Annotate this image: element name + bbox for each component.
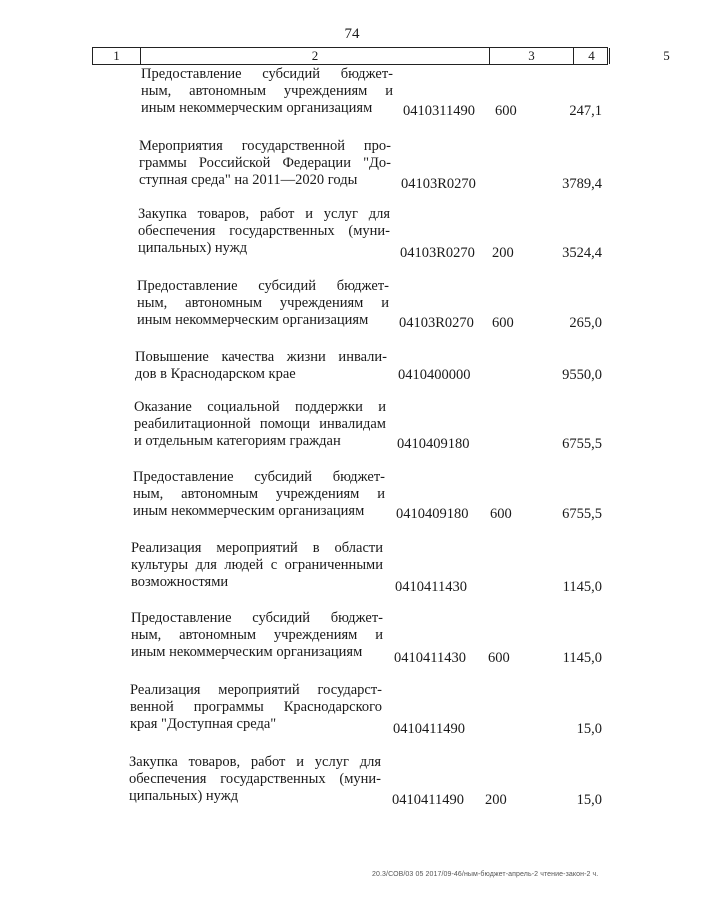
description-line: и отдельным категориям граждан [134,433,341,449]
target-code: 0410411430 [394,650,466,666]
description-line: культуры для людей с ограниченными [131,557,383,573]
target-code: 0410411490 [392,792,464,808]
amount: 6755,5 [562,506,602,522]
row-description [129,754,381,805]
description-line: ципальных) нужд [129,788,239,804]
description-line: Закупка товаров, работ и услуг для [129,754,381,770]
description-line: ным, автономным учреждениям и [131,627,383,643]
description-line: ным, автономным учреждениям и [137,295,389,311]
description-line: ным, автономным учреждениям и [141,83,393,99]
description-line: дов в Краснодарском крае [135,366,296,382]
target-code: 0410400000 [398,367,471,383]
expense-type: 200 [485,792,507,808]
target-code: 0410409180 [396,506,469,522]
header-cell-2: 2 [311,48,319,63]
expense-type: 600 [488,650,510,666]
description-line: Предоставление субсидий бюджет- [133,469,385,485]
description-line: Реализация мероприятий государст- [130,682,382,698]
description-line: иным некоммерческим организациям [133,503,365,519]
description-line: края "Доступная среда" [130,716,277,732]
description-line: Реализация мероприятий в области [131,540,383,556]
row-description [137,278,389,329]
table-header [92,47,670,65]
description-line: ступная среда" на 2011—2020 годы [139,172,358,188]
header-cell-1: 1 [113,48,120,63]
target-code: 0410311490 [403,103,475,119]
expense-type: 600 [495,103,517,119]
description-line: возможностями [131,574,229,590]
row-description [139,138,391,189]
description-line: Предоставление субсидий бюджет- [137,278,389,294]
target-code: 04103R0270 [399,315,474,331]
target-code: 0410411430 [395,579,467,595]
amount: 3789,4 [562,176,602,192]
header-cell-5: 5 [663,48,670,63]
description-line: Предоставление субсидий бюджет- [141,66,393,82]
description-line: обеспечения государственных (муни- [138,223,390,239]
row-description [131,540,383,591]
description-line: Оказание социальной поддержки и [134,399,386,415]
amount: 265,0 [569,315,602,331]
amount: 15,0 [576,721,602,737]
expense-type: 200 [492,245,514,261]
description-line: ным, автономным учреждениям и [133,486,385,502]
description-line: ципальных) нужд [138,240,248,256]
amount: 9550,0 [562,367,602,383]
description-line: реабилитационной помощи инвалидам [134,416,386,432]
description-line: Закупка товаров, работ и услуг для [138,206,390,222]
row-description [134,399,386,450]
description-line: Повышение качества жизни инвали- [135,349,387,365]
target-code: 0410409180 [397,436,470,452]
expense-type: 600 [490,506,512,522]
row-description [141,66,393,117]
amount: 1145,0 [562,579,602,595]
description-line: иным некоммерческим организациям [141,100,373,116]
header-cell-4: 4 [588,48,595,63]
expense-type: 600 [492,315,514,331]
description-line: Предоставление субсидий бюджет- [131,610,383,626]
target-code: 04103R0270 [400,245,475,261]
page-number: 74 [344,26,360,42]
description-line: иным некоммерческим организациям [131,644,363,660]
description-line: Мероприятия государственной про- [139,138,391,154]
amount: 15,0 [576,792,602,808]
header-cell-3: 3 [528,48,535,63]
description-line: граммы Российской Федерации "До- [139,155,391,171]
amount: 247,1 [569,103,602,119]
row-description [135,349,387,383]
amount: 3524,4 [562,245,602,261]
row-description [131,610,383,661]
amount: 1145,0 [562,650,602,666]
row-description [138,206,390,257]
description-line: венной программы Краснодарского [130,699,382,715]
description-line: обеспечения государственных (муни- [129,771,381,787]
row-description [133,469,385,520]
row-description [130,682,382,733]
amount: 6755,5 [562,436,602,452]
target-code: 0410411490 [393,721,465,737]
footer-file-path: 20.3/СОВ/03 05 2017/09-46/ным-бюджет-апрель-2 чтение-закон-2 ч. [372,871,599,878]
description-line: иным некоммерческим организациям [137,312,369,328]
target-code: 04103R0270 [401,176,476,192]
